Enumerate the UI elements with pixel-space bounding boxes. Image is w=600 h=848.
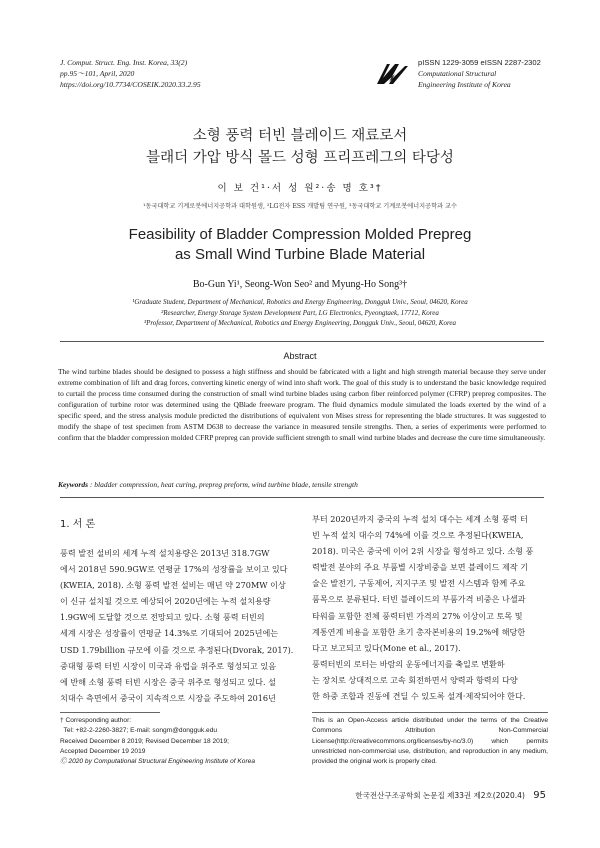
body-line: 술은 발전기, 구동제어, 지지구조 및 발전 시스템과 함께 주요 xyxy=(312,578,526,589)
body-line: 풍력터빈의 로터는 바람의 운동에너지를 축일로 변환하 xyxy=(312,658,505,669)
affiliation-en: ²Researcher, Energy Storage System Development Part, LG Electronics, Pyeongtaek, 17712, Korea xyxy=(161,308,439,317)
body-line: 에 반해 소형 풍력 터빈 시장은 중국 위주로 형성되고 있다. 설 xyxy=(60,676,276,687)
section-heading: 1. 서 론 xyxy=(60,519,96,530)
body-column-right xyxy=(312,511,542,704)
journal-issn-block xyxy=(418,57,541,91)
footnote-divider xyxy=(312,712,548,713)
footnote-line: Received December 8 2019; Revised December 18 2019; xyxy=(60,737,229,745)
abstract-text: The wind turbine blades should be designed to possess a high stiffness and should be fabricated with a light and high strength material because they serve under extreme combination of lift and drag forces, converting kinetic energy of wind into shaft work. The goal of this study is to understand the basic knowledge required to curtail the process time consumed during the construction of small wind turbine blades using carbon fiber reinforced polymer (CFRP) prepreg composites. The configuration of turbine rotor was determined using the QBlade freeware program. The fluid dynamics module simulated the loads exerted by the wind of a specific speed, and the stress analysis module predicted the distributions of equivalent von Mises stress for representing the blade structures. It was suggested to modify the shape of test specimen from ASTM D638 to decrease the variance in measured tensile strengths. Then, a series of experiments were performed to confirm that the bladder compression molded CFRP prepreg can provide sufficient strength to small wind turbine blades and decrease the cure time simultaneously. xyxy=(58,367,546,443)
body-line: 1.9GW에 도달할 것으로 전망되고 있다. 소형 풍력 터빈의 xyxy=(60,612,265,623)
body-line: USD 1.79billion 규모에 이를 것으로 추정된다(Dvorak, 2017). xyxy=(60,644,294,655)
footnote-line: Accepted December 19 2019 xyxy=(60,747,146,755)
footnote-license: This is an Open-Access article distributed under the terms of the Creative Commons Attribution Non-Commercial License(http://creativecommons.org/licenses/by-nc/3.0) which permits unrestricted non-commercial use, distribution, and reproduction in any medium, provided the original work is properly cited. xyxy=(312,717,548,766)
body-line: 다고 보고되고 있다(Mone et al., 2017). xyxy=(312,642,461,653)
abstract-heading: Abstract xyxy=(283,351,317,361)
issn: pISSN 1229-3059 eISSN 2287-2302 xyxy=(418,58,541,67)
page-footer xyxy=(355,790,546,801)
body-column-left xyxy=(60,545,294,706)
body-line: 세계 시장은 성장률이 연평균 14.3%로 기대되어 2025년에는 xyxy=(60,628,279,639)
body-line: 중대형 풍력 터빈 시장이 미국과 유럽을 위주로 형성되고 있음 xyxy=(60,660,277,671)
body-line: 치대수 측면에서 중국이 지속적으로 시장을 주도하여 2016년 xyxy=(60,692,276,703)
body-line: 에서 2018년 590.9GW로 연평균 17%의 성장률을 보이고 있다 xyxy=(60,564,288,575)
affiliations-ko: ¹동국대학교 기계로봇에너지공학과 대학원생, ²LG전자 ESS 개발팀 연구원, ³동국대학교 기계로봇에너지공학과 교수 xyxy=(142,203,457,210)
title-ko-line-2: 블래더 가압 방식 몰드 성형 프리프레그의 타당성 xyxy=(146,150,454,166)
affiliation-en: ¹Graduate Student, Department of Mechanical, Robotics and Energy Engineering, Dongguk Univ., Seoul, 04620, Korea xyxy=(132,298,468,306)
body-line: 2018). 미국은 중국에 이어 2위 시장을 형성하고 있다. 소형 풍 xyxy=(312,546,534,557)
title-ko-line-1: 소형 풍력 터빈 블레이드 재료로서 xyxy=(192,128,408,144)
footnote-corresponding xyxy=(60,716,300,767)
publisher-line: Computational Structural xyxy=(418,69,497,79)
authors-en: Bo-Gun Yi¹, Seong-Won Seo² and Myung-Ho Song³† xyxy=(192,279,408,290)
keywords xyxy=(58,480,546,489)
body-line: 는 장치로 상대적으로 고속 회전하면서 양력과 항력의 다양 xyxy=(312,674,518,685)
title-en-line-1: Feasibility of Bladder Compression Molded Prepreg xyxy=(128,226,472,243)
page-number: 95 xyxy=(533,790,546,801)
citation-line: J. Comput. Struct. Eng. Inst. Korea, 33(2) xyxy=(60,58,188,67)
footnote-line: Tel: +82-2-2260-3827; E-mail: songm@dongguk.edu xyxy=(60,727,218,735)
body-line: 품목으로 분류된다. 터빈 블레이드의 부품가격 비중은 나셀과 xyxy=(312,594,526,605)
authors-ko: 이 보 건¹·서 성 원²·송 명 호³† xyxy=(217,183,383,194)
divider xyxy=(60,497,544,498)
journal-citation xyxy=(60,57,201,91)
keywords-label: Keywords xyxy=(58,480,88,489)
body-line: 한 하중 조합과 진동에 견딜 수 있도록 설계·제작되어야 한다. xyxy=(312,691,526,702)
footnote-divider xyxy=(60,712,160,713)
footnote-line: † Corresponding author: xyxy=(60,717,132,724)
affiliation-en: ³Professor, Department of Mechanical, Robotics and Energy Engineering, Dongguk Univ., Seoul, 04620, Korea xyxy=(143,319,457,327)
body-line: 계통연계 비용을 포함한 초기 총자본비용의 19.2%에 해당한 xyxy=(312,626,526,637)
doi-link[interactable]: https://doi.org/10.7734/COSEIK.2020.33.2.95 xyxy=(60,80,201,90)
body-line: 타워를 포함한 전체 풍력터빈 가격의 27% 이상이고 토목 및 xyxy=(312,610,523,621)
body-line: 부터 2020년까지 중국의 누적 설치 대수는 세계 소형 풍력 터 xyxy=(312,514,528,524)
journal-logo-icon xyxy=(375,60,409,86)
title-en-line-2: as Small Wind Turbine Blade Material xyxy=(174,246,426,263)
journal-name: 한국전산구조공학회 논문집 제33권 제2호(2020.4) xyxy=(355,791,525,800)
footnote-line: Ⓒ 2020 by Computational Structural Engineering Institute of Korea xyxy=(60,758,255,766)
body-line: (KWEIA, 2018). 소형 풍력 발전 설비는 매년 약 270MW 이상 xyxy=(60,580,286,591)
keywords-list: : bladder compression, heat curing, prepreg preform, wind turbine blade, tensile strength xyxy=(89,480,358,489)
publisher-line: Engineering Institute of Korea xyxy=(418,80,511,90)
body-line: 빈 누적 설치 대수의 74%에 이를 것으로 추정된다(KWEIA, xyxy=(312,530,524,541)
body-line: 이 신규 설치될 것으로 예상되어 2020년에는 누적 설치용량 xyxy=(60,596,271,607)
divider xyxy=(60,341,544,342)
citation-line: pp.95～101, April, 2020 xyxy=(60,69,135,79)
body-line: 력발전 분야의 주요 부품별 시장비중을 보면 블레이드 제작 기 xyxy=(312,562,529,573)
body-line: 풍력 발전 설비의 세계 누적 설치용량은 2013년 318.7GW xyxy=(60,548,270,558)
